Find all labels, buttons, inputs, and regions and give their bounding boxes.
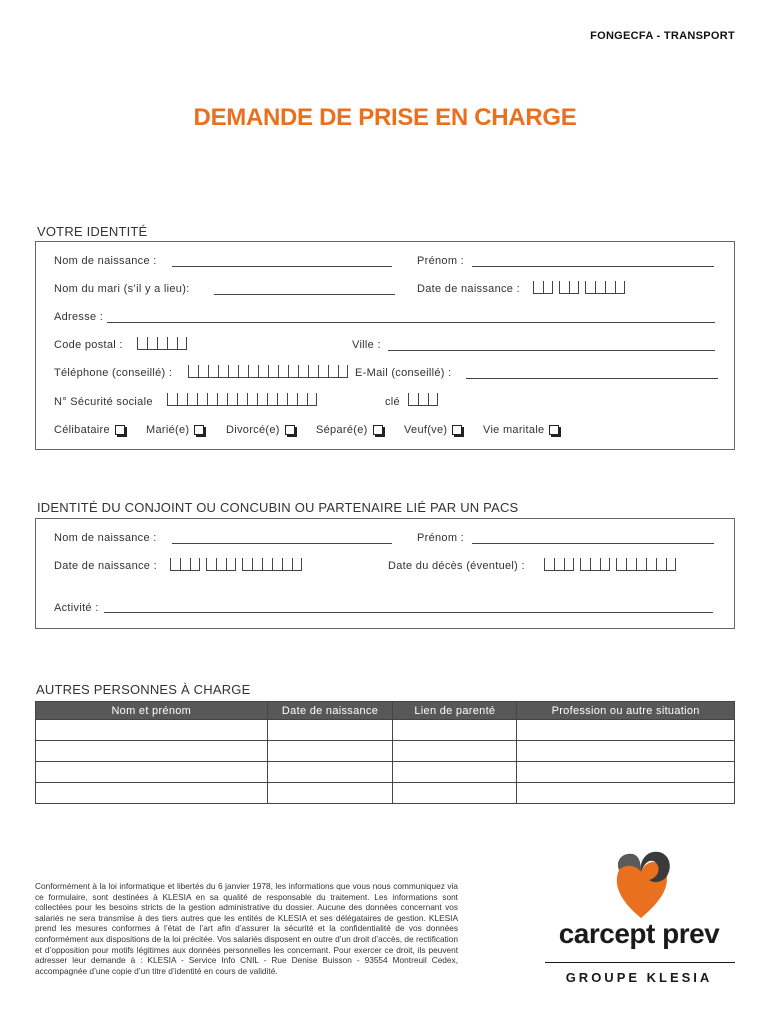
birth-date-label: Date de naissance :	[417, 283, 520, 295]
key-label: clé	[385, 396, 400, 408]
checkbox-icon[interactable]	[115, 425, 125, 435]
group-name: GROUPE KLESIA	[565, 970, 713, 985]
table-cell[interactable]	[517, 762, 735, 783]
table-row	[36, 720, 735, 741]
checkbox-icon[interactable]	[452, 425, 462, 435]
status-divorce[interactable]	[226, 424, 295, 436]
spouse-activity-field[interactable]	[104, 612, 713, 613]
spouse-first-name-label: Prénom :	[417, 532, 465, 544]
table-cell[interactable]	[267, 720, 393, 741]
city-label: Ville :	[352, 339, 381, 351]
table-cell[interactable]	[36, 720, 268, 741]
address-label: Adresse :	[54, 311, 104, 323]
status-label: Vie maritale	[483, 424, 545, 436]
spouse-birth-date-field[interactable]	[170, 558, 302, 571]
checkbox-icon[interactable]	[373, 425, 383, 435]
table-header-row	[36, 702, 735, 720]
column-header: Profession ou autre situation	[517, 702, 735, 720]
heart-logo-icon	[611, 848, 673, 920]
status-veuf[interactable]	[404, 424, 462, 436]
address-field[interactable]	[107, 322, 715, 323]
dependents-table	[35, 701, 735, 804]
carcept-logo	[543, 848, 735, 988]
first-name-label: Prénom :	[417, 255, 465, 267]
status-label: Divorcé(e)	[226, 424, 280, 436]
postal-code-label: Code postal :	[54, 339, 123, 351]
table-cell[interactable]	[267, 783, 393, 804]
spouse-activity-label: Activité :	[54, 602, 99, 614]
table-cell[interactable]	[267, 762, 393, 783]
table-cell[interactable]	[393, 720, 517, 741]
table-cell[interactable]	[393, 741, 517, 762]
birth-name-label: Nom de naissance :	[54, 255, 157, 267]
table-row	[36, 783, 735, 804]
table-row	[36, 741, 735, 762]
table-cell[interactable]	[36, 762, 268, 783]
legal-notice: Conformément à la loi informatique et libertés du 6 janvier 1978, les informations que vous nous communiquez via ce formulaire, sont destinées à KLESIA en sa qualité de responsable du traitement. Les informations sont collectées pour les besoins stricts de la gestion administrative du dossier. Aucune des données concernant vos salariés ne sera transmise à des tiers autres que les entités de KLESIA et ses délégataires de gestion. KLESIA prend les mesures conformes à l’état de l’art afin d’assurer la sécurité et la confidentialité de vos données conformément aux dispositions de la loi précitée. Vos salariés disposent en outre d’un droit d’accès, de rectification et d’opposition pour motifs légitimes aux données personnelles les concernant. Pour exercer ce droit, ils peuvent adresser leur demande à : KLESIA - Service Info CNIL - Rue Denise Buisson - 93554 Montreuil Cedex, accompagnée d’une copie d’un titre d’identité en cours de validité.	[35, 881, 458, 976]
social-security-field[interactable]	[167, 393, 317, 406]
header-org: FONGECFA - TRANSPORT	[590, 30, 735, 42]
checkbox-icon[interactable]	[194, 425, 204, 435]
spouse-birth-name-field[interactable]	[172, 543, 392, 544]
table-cell[interactable]	[517, 720, 735, 741]
birth-date-field[interactable]	[533, 281, 625, 294]
husband-name-field[interactable]	[214, 294, 395, 295]
spouse-birth-date-label: Date de naissance :	[54, 560, 157, 572]
status-label: Veuf(ve)	[404, 424, 448, 436]
table-row	[36, 762, 735, 783]
logo-divider	[545, 962, 735, 963]
birth-name-field[interactable]	[172, 266, 392, 267]
spouse-death-date-label: Date du décès (éventuel) :	[388, 560, 525, 572]
column-header: Lien de parenté	[393, 702, 517, 720]
phone-label: Téléphone (conseillé) :	[54, 367, 173, 379]
first-name-field[interactable]	[472, 266, 714, 267]
postal-code-field[interactable]	[137, 337, 187, 350]
table-cell[interactable]	[36, 741, 268, 762]
phone-field[interactable]	[188, 365, 348, 378]
table-cell[interactable]	[267, 741, 393, 762]
page-title: DEMANDE DE PRISE EN CHARGE	[193, 104, 577, 131]
section-title-identity: VOTRE IDENTITÉ	[37, 224, 148, 239]
status-label: Marié(e)	[146, 424, 190, 436]
spouse-first-name-field[interactable]	[472, 543, 714, 544]
social-security-label: N° Sécurité sociale	[54, 396, 153, 408]
status-label: Séparé(e)	[316, 424, 368, 436]
key-field[interactable]	[408, 393, 438, 406]
section-title-dependents: AUTRES PERSONNES À CHARGE	[36, 682, 251, 697]
husband-name-label: Nom du mari (s’il y a lieu):	[54, 283, 190, 295]
email-field[interactable]	[466, 378, 718, 379]
city-field[interactable]	[388, 350, 715, 351]
status-marie[interactable]	[146, 424, 204, 436]
table-cell[interactable]	[393, 783, 517, 804]
table-cell[interactable]	[36, 783, 268, 804]
brand-name: carcept prev	[558, 918, 720, 949]
table-cell[interactable]	[517, 783, 735, 804]
checkbox-icon[interactable]	[549, 425, 559, 435]
email-label: E-Mail (conseillé) :	[355, 367, 452, 379]
status-separe[interactable]	[316, 424, 383, 436]
spouse-birth-name-label: Nom de naissance :	[54, 532, 157, 544]
table-cell[interactable]	[517, 741, 735, 762]
table-cell[interactable]	[393, 762, 517, 783]
column-header: Nom et prénom	[36, 702, 268, 720]
checkbox-icon[interactable]	[285, 425, 295, 435]
status-celibataire[interactable]	[54, 424, 125, 436]
section-title-spouse: IDENTITÉ DU CONJOINT OU CONCUBIN OU PARTENAIRE LIÉ PAR UN PACS	[37, 500, 519, 515]
status-label: Célibataire	[54, 424, 110, 436]
spouse-death-date-field[interactable]	[544, 558, 676, 571]
status-vie-maritale[interactable]	[483, 424, 559, 436]
column-header: Date de naissance	[267, 702, 393, 720]
